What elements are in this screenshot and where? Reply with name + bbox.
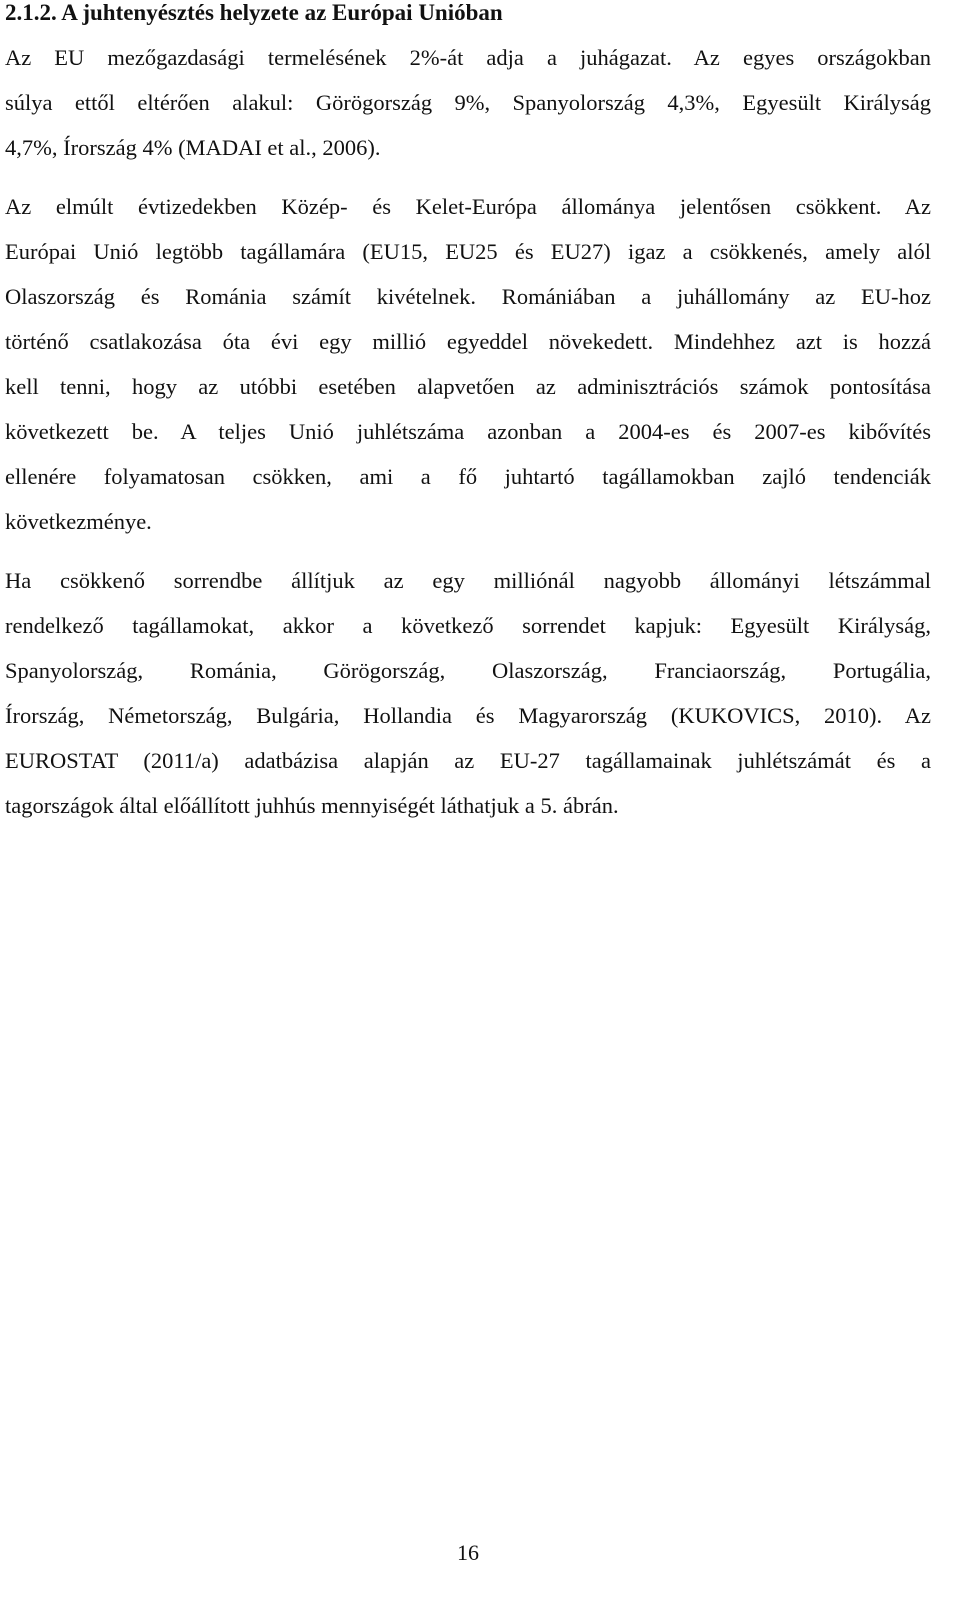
text-line: kell tenni, hogy az utóbbi esetében alapvetően az adminisztrációs számok pontosítása (5, 374, 931, 399)
paragraph-3 (5, 558, 931, 828)
text-line: Olaszország és Románia számít kivételnek. Romániában a juhállomány az EU-hoz (5, 284, 931, 309)
text-line: Írország, Németország, Bulgária, Hollandia és Magyarország (KUKOVICS, 2010). Az (5, 703, 931, 728)
text-line: 4,7%, Írország 4% (MADAI et al., 2006). (5, 135, 381, 160)
page-number: 16 (457, 1540, 479, 1565)
paragraph-1 (5, 35, 931, 170)
text-line: Spanyolország, Románia, Görögország, Olaszország, Franciaország, Portugália, (5, 658, 931, 683)
text-line: következménye. (5, 509, 152, 534)
text-line: Az elmúlt évtizedekben Közép- és Kelet-Európa állománya jelentősen csökkent. Az (5, 194, 931, 219)
text-line: tagországok által előállított juhhús mennyiségét láthatjuk a 5. ábrán. (5, 793, 619, 818)
text-line: súlya ettől eltérően alakul: Görögország 9%, Spanyolország 4,3%, Egyesült Királyság (5, 90, 931, 115)
text-line: EUROSTAT (2011/a) adatbázisa alapján az EU-27 tagállamainak juhlétszámát és a (5, 748, 931, 773)
text-line: ellenére folyamatosan csökken, ami a fő juhtartó tagállamokban zajló tendenciák (5, 464, 931, 489)
text-line: következett be. A teljes Unió juhlétszáma azonban a 2004-es és 2007-es kibővítés (5, 419, 931, 444)
section-heading: 2.1.2. A juhtenyésztés helyzete az Európai Unióban (5, 0, 503, 25)
text-line: Az EU mezőgazdasági termelésének 2%-át adja a juhágazat. Az egyes országokban (5, 45, 931, 70)
paragraph-2 (5, 184, 931, 544)
text-line: Európai Unió legtöbb tagállamára (EU15, EU25 és EU27) igaz a csökkenés, amely alól (5, 239, 931, 264)
text-line: rendelkező tagállamokat, akkor a következő sorrendet kapjuk: Egyesült Királyság, (5, 613, 931, 638)
text-line: Ha csökkenő sorrendbe állítjuk az egy milliónál nagyobb állományi létszámmal (5, 568, 931, 593)
text-line: történő csatlakozása óta évi egy millió egyeddel növekedett. Mindehhez azt is hozzá (5, 329, 931, 354)
